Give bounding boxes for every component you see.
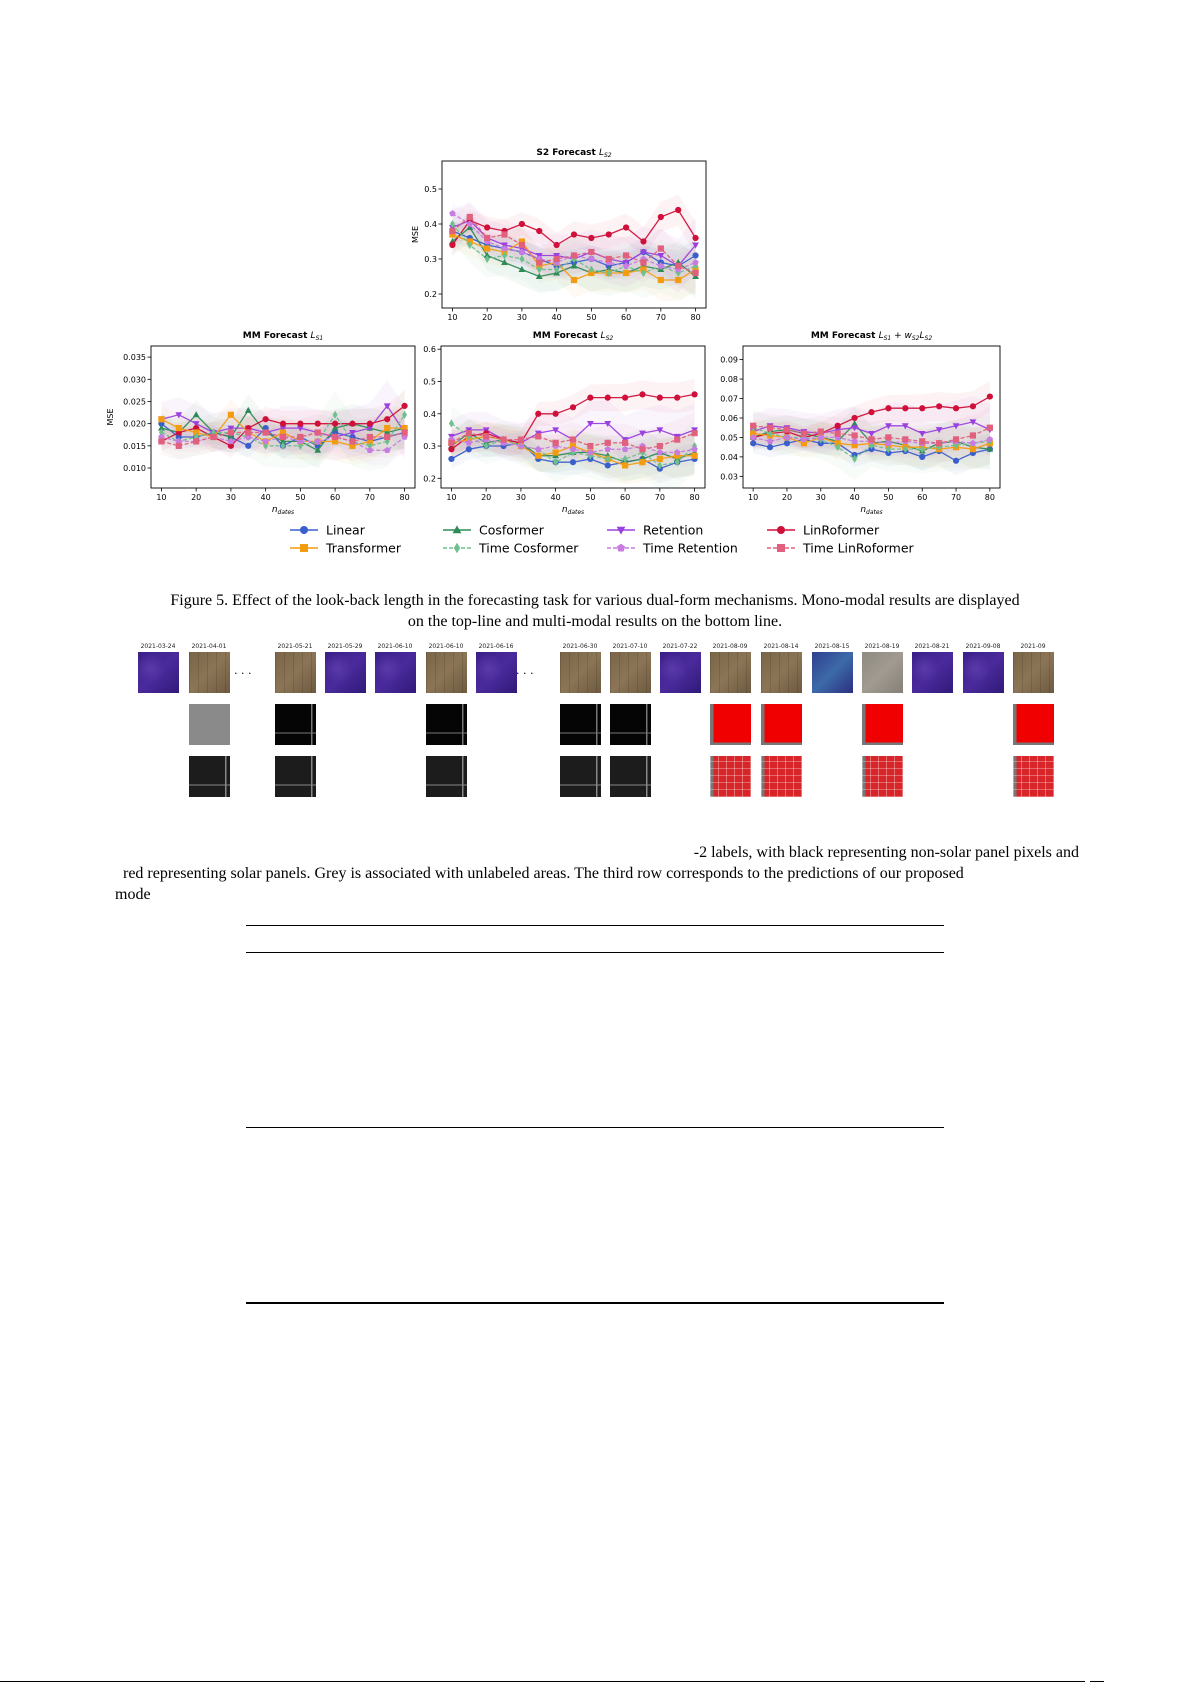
date-label: 2021-08-21 — [914, 643, 950, 650]
data-point — [245, 429, 251, 435]
x-axis-label: $n_{dates}$ — [561, 505, 585, 516]
figure-5-caption-line-2: on the top-line and multi-modal results on the bottom line. — [407, 613, 783, 630]
data-point — [228, 429, 234, 435]
data-point — [449, 242, 455, 248]
x-tick-label: 20 — [481, 493, 492, 502]
data-point — [570, 404, 576, 410]
data-point — [176, 425, 182, 431]
x-tick-label: 40 — [260, 493, 271, 502]
prediction-tile — [1013, 756, 1054, 797]
y-axis-label: MSE — [106, 408, 115, 426]
y-tick-label: 0.05 — [720, 433, 738, 443]
data-point — [553, 440, 559, 446]
data-point — [332, 434, 338, 440]
data-point — [885, 434, 891, 440]
data-point — [640, 259, 646, 265]
label-mask-tile — [761, 704, 802, 745]
chart-title: MM Forecast $L_{S2}$ — [532, 331, 614, 342]
x-tick-label: 10 — [447, 313, 458, 322]
y-tick-label: 0.03 — [720, 472, 738, 482]
data-point — [675, 207, 681, 213]
data-point — [280, 434, 286, 440]
data-point — [519, 242, 525, 248]
label-mask-tile — [1013, 704, 1054, 745]
label-mask-tile — [710, 704, 751, 745]
data-point — [501, 231, 507, 237]
data-point — [349, 438, 355, 444]
legend-label: Linear — [326, 522, 365, 538]
y-tick-label: 0.5 — [424, 185, 437, 194]
satellite-image-tile — [963, 652, 1004, 693]
x-tick-label: 80 — [984, 493, 995, 502]
data-point — [767, 444, 773, 450]
data-point — [280, 421, 286, 427]
chart1-title — [105, 327, 465, 343]
data-point — [367, 434, 373, 440]
data-point — [902, 436, 908, 442]
satellite-image-tile — [660, 652, 701, 693]
x-tick-label: 30 — [225, 493, 236, 502]
satellite-image-tile — [812, 652, 853, 693]
date-label: 2021-06-30 — [562, 643, 598, 650]
data-point — [902, 405, 908, 411]
y-axis-label: MSE — [411, 225, 420, 244]
data-point — [936, 403, 942, 409]
data-point — [484, 245, 490, 251]
data-point — [570, 459, 576, 465]
data-point — [332, 421, 338, 427]
data-point — [210, 434, 216, 440]
date-label: 2021-08-14 — [763, 643, 799, 650]
legend-item-cosformer — [443, 523, 545, 538]
x-tick-label: 20 — [781, 493, 793, 502]
x-tick-label: 30 — [815, 493, 826, 502]
x-tick-label: 80 — [399, 493, 410, 502]
data-point — [553, 449, 559, 455]
data-point — [987, 393, 993, 399]
x-tick-label: 80 — [690, 313, 701, 322]
y-tick-label: 0.3 — [423, 442, 436, 452]
data-point — [658, 214, 664, 220]
prediction-tile — [189, 756, 230, 797]
legend-item-time-linroformer — [767, 541, 915, 556]
figure-5-caption — [110, 590, 1080, 632]
legend-marker — [777, 526, 785, 534]
data-point — [606, 256, 612, 262]
data-point — [987, 425, 993, 431]
data-point — [750, 440, 756, 446]
x-tick-label: 60 — [917, 493, 928, 502]
y-tick-label: 0.010 — [123, 464, 146, 474]
data-point — [449, 228, 455, 234]
table-header-rule — [246, 952, 944, 953]
satellite-image-tile — [375, 652, 416, 693]
y-tick-label: 0.04 — [720, 452, 738, 462]
x-tick-label: 60 — [330, 493, 341, 502]
legend-label: Retention — [643, 522, 704, 538]
data-point — [691, 453, 697, 459]
satellite-image-tile — [560, 652, 601, 693]
data-point — [605, 440, 611, 446]
y-tick-label: 0.4 — [424, 220, 437, 229]
data-point — [554, 256, 560, 262]
data-point — [658, 277, 664, 283]
figure-6-caption-line-3: mode — [115, 886, 151, 903]
x-tick-label: 30 — [515, 493, 526, 502]
x-tick-label: 60 — [620, 493, 631, 502]
legend-marker — [300, 526, 308, 534]
prediction-tile — [560, 756, 601, 797]
date-label: 2021-07-10 — [612, 643, 648, 650]
prediction-tile — [761, 756, 802, 797]
data-point — [818, 428, 824, 434]
x-tick-label: 50 — [883, 493, 894, 502]
data-point — [885, 405, 891, 411]
data-point — [536, 259, 542, 265]
data-point — [535, 433, 541, 439]
x-tick-label: 10 — [156, 493, 167, 502]
x-tick-label: 40 — [849, 493, 860, 502]
data-point — [750, 423, 756, 429]
legend-label: Time Retention — [643, 540, 738, 556]
x-tick-label: 50 — [585, 493, 596, 502]
data-point — [297, 421, 303, 427]
satellite-image-tile — [275, 652, 316, 693]
data-point — [467, 214, 473, 220]
y-tick-label: 0.020 — [123, 419, 146, 429]
satellite-image-tile — [710, 652, 751, 693]
x-tick-label: 40 — [550, 493, 561, 502]
y-tick-label: 0.5 — [423, 377, 436, 387]
legend-item-retention — [607, 523, 703, 538]
date-label: 2021-06-10 — [428, 643, 464, 650]
table-bottom-rule — [246, 1302, 944, 1304]
table-top-rule — [246, 925, 944, 926]
data-point — [868, 409, 874, 415]
figure-6-caption-line-2: red representing solar panels. Grey is associated with unlabeled areas. The third row corresponds to the predictions of our proposed — [123, 865, 964, 882]
ellipsis: . . . — [234, 664, 252, 677]
legend-label: Time LinRoformer — [803, 540, 914, 556]
x-tick-label: 80 — [689, 493, 700, 502]
data-point — [484, 224, 490, 230]
legend-item-transformer — [290, 541, 402, 556]
date-label: 2021-09 — [1020, 643, 1046, 650]
data-point — [692, 252, 698, 258]
chart-title: S2 Forecast $L_{S2}$ — [536, 148, 612, 159]
footer-rule-right — [1090, 1681, 1104, 1682]
chart-title: MM Forecast $L_{S1} + w_{S2}L_{S2}$ — [810, 331, 933, 342]
data-point — [263, 429, 269, 435]
data-point — [692, 270, 698, 276]
y-tick-label: 0.015 — [123, 441, 146, 451]
label-mask-tile — [275, 704, 316, 745]
data-point — [176, 443, 182, 449]
date-label: 2021-08-09 — [712, 643, 748, 650]
data-point — [674, 436, 680, 442]
data-point — [500, 436, 506, 442]
legend-label: Cosformer — [479, 522, 544, 538]
satellite-image-tile — [189, 652, 230, 693]
data-point — [466, 430, 472, 436]
data-point — [587, 443, 593, 449]
data-point — [519, 221, 525, 227]
data-point — [606, 231, 612, 237]
label-mask-tile — [426, 704, 467, 745]
data-point — [657, 456, 663, 462]
data-point — [936, 440, 942, 446]
legend-marker — [777, 544, 785, 552]
data-point — [448, 446, 454, 452]
y-tick-label: 0.2 — [424, 290, 437, 299]
legend-item-time-cosformer — [443, 541, 579, 556]
date-label: 2021-07-22 — [662, 643, 698, 650]
data-point — [587, 395, 593, 401]
y-tick-label: 0.07 — [720, 394, 738, 404]
legend-marker — [454, 543, 460, 553]
data-point — [622, 462, 628, 468]
satellite-image-tile — [138, 652, 179, 693]
data-point — [623, 252, 629, 258]
prediction-tile — [862, 756, 903, 797]
prediction-tile — [610, 756, 651, 797]
data-point — [953, 405, 959, 411]
x-tick-label: 10 — [748, 493, 759, 502]
chart-s2-forecast-title — [420, 145, 770, 161]
data-point — [466, 446, 472, 452]
x-tick-label: 70 — [950, 493, 962, 502]
x-tick-label: 40 — [551, 313, 562, 322]
data-point — [570, 436, 576, 442]
satellite-image-tile — [476, 652, 517, 693]
date-label: 2021-06-10 — [377, 643, 413, 650]
satellite-image-tile — [912, 652, 953, 693]
date-label: 2021-05-21 — [277, 643, 313, 650]
data-point — [835, 430, 841, 436]
x-tick-label: 70 — [364, 493, 375, 502]
data-point — [588, 235, 594, 241]
data-point — [639, 391, 645, 397]
legend-marker — [300, 544, 308, 552]
data-point — [518, 436, 524, 442]
label-mask-tile — [189, 704, 230, 745]
data-point — [384, 416, 390, 422]
label-mask-tile — [862, 704, 903, 745]
data-point — [349, 421, 355, 427]
data-point — [851, 415, 857, 421]
data-point — [297, 434, 303, 440]
data-point — [571, 231, 577, 237]
satellite-image-tile — [426, 652, 467, 693]
date-label: 2021-05-29 — [327, 643, 363, 650]
data-point — [675, 263, 681, 269]
x-tick-label: 10 — [446, 493, 457, 502]
y-tick-label: 0.06 — [720, 413, 738, 423]
data-point — [658, 245, 664, 251]
y-tick-label: 0.3 — [424, 255, 437, 264]
data-point — [919, 454, 925, 460]
data-point — [535, 453, 541, 459]
y-tick-label: 0.2 — [423, 474, 436, 484]
data-point — [675, 277, 681, 283]
data-point — [639, 459, 645, 465]
y-tick-label: 0.08 — [720, 375, 738, 385]
legend-label: Transformer — [326, 540, 402, 556]
data-point — [384, 434, 390, 440]
data-point — [448, 440, 454, 446]
data-point — [623, 270, 629, 276]
data-point — [158, 438, 164, 444]
satellite-image-tile — [1013, 652, 1054, 693]
chart-s2-forecast — [411, 151, 770, 336]
legend-marker — [617, 544, 625, 552]
data-point — [263, 416, 269, 422]
x-tick-label: 30 — [516, 313, 527, 322]
data-point — [448, 456, 454, 462]
data-point — [622, 395, 628, 401]
data-point — [868, 436, 874, 442]
data-point — [919, 438, 925, 444]
chart-legend — [280, 521, 920, 563]
data-point — [623, 224, 629, 230]
data-point — [484, 235, 490, 241]
label-mask-tile — [560, 704, 601, 745]
data-point — [639, 446, 645, 452]
data-point — [835, 423, 841, 429]
data-point — [588, 249, 594, 255]
data-point — [953, 436, 959, 442]
y-tick-label: 0.025 — [123, 397, 146, 407]
x-axis-label: $n_{dates}$ — [271, 505, 295, 516]
date-label: 2021-09-08 — [965, 643, 1001, 650]
date-label: 2021-06-16 — [478, 643, 514, 650]
data-point — [851, 432, 857, 438]
data-point — [691, 391, 697, 397]
y-tick-label: 0.030 — [123, 375, 146, 385]
data-point — [367, 421, 373, 427]
footer-rule — [0, 1681, 1085, 1682]
data-point — [401, 403, 407, 409]
legend-item-time-retention — [607, 541, 738, 556]
data-point — [605, 395, 611, 401]
data-point — [692, 235, 698, 241]
ellipsis: . . . — [516, 664, 534, 677]
data-point — [691, 430, 697, 436]
data-point — [640, 238, 646, 244]
table-mid-rule — [246, 1127, 944, 1128]
data-point — [970, 432, 976, 438]
data-point — [953, 458, 959, 464]
data-point — [315, 421, 321, 427]
x-tick-label: 50 — [295, 493, 306, 502]
chart-title: MM Forecast $L_{S1}$ — [242, 331, 324, 342]
data-point — [483, 433, 489, 439]
label-mask-tile — [610, 704, 651, 745]
data-point — [536, 228, 542, 234]
data-point — [384, 425, 390, 431]
figure-5-caption-line-1: Figure 5. Effect of the look-back length in the forecasting task for various dual-form mechanisms. Mono-modal results are displayed — [170, 592, 1020, 609]
y-tick-label: 0.09 — [720, 355, 738, 365]
date-label: 2021-08-19 — [864, 643, 900, 650]
data-point — [674, 395, 680, 401]
legend-label: Time Cosformer — [479, 540, 579, 556]
date-label: 2021-04-01 — [191, 643, 227, 650]
x-tick-label: 60 — [621, 313, 632, 322]
legend-label: LinRoformer — [803, 522, 880, 538]
data-point — [193, 438, 199, 444]
satellite-image-tile — [325, 652, 366, 693]
data-point — [784, 427, 790, 433]
data-point — [553, 411, 559, 417]
prediction-tile — [426, 756, 467, 797]
figure-6-caption — [115, 842, 1085, 905]
x-tick-label: 20 — [482, 313, 493, 322]
data-point — [970, 403, 976, 409]
chart2-title — [425, 327, 785, 343]
chart3-title — [740, 327, 1100, 343]
date-label: 2021-03-24 — [140, 643, 176, 650]
satellite-image-tile — [761, 652, 802, 693]
data-point — [657, 443, 663, 449]
data-point — [228, 412, 234, 418]
data-point — [571, 277, 577, 283]
legend-item-linear — [290, 523, 366, 538]
data-point — [158, 416, 164, 422]
x-tick-label: 50 — [586, 313, 597, 322]
data-point — [315, 429, 321, 435]
y-tick-label: 0.4 — [423, 409, 436, 419]
data-point — [605, 462, 611, 468]
legend-item-linroformer — [767, 523, 880, 538]
y-tick-label: 0.6 — [423, 345, 436, 355]
date-label: 2021-08-15 — [814, 643, 850, 650]
data-point — [554, 242, 560, 248]
satellite-image-tile — [610, 652, 651, 693]
x-tick-label: 70 — [654, 493, 665, 502]
figure-6-caption-line-1: -2 labels, with black representing non-solar panel pixels and — [693, 844, 1079, 861]
x-tick-label: 70 — [655, 313, 666, 322]
data-point — [245, 443, 251, 449]
satellite-image-tile — [862, 652, 903, 693]
data-point — [919, 405, 925, 411]
data-point — [767, 425, 773, 431]
x-tick-label: 20 — [191, 493, 202, 502]
x-axis-label: $n_{dates}$ — [860, 505, 883, 516]
data-point — [801, 430, 807, 436]
data-point — [401, 429, 407, 435]
data-point — [657, 395, 663, 401]
prediction-tile — [275, 756, 316, 797]
data-point — [622, 440, 628, 446]
data-point — [535, 411, 541, 417]
data-point — [571, 252, 577, 258]
y-tick-label: 0.035 — [123, 353, 146, 363]
prediction-tile — [710, 756, 751, 797]
